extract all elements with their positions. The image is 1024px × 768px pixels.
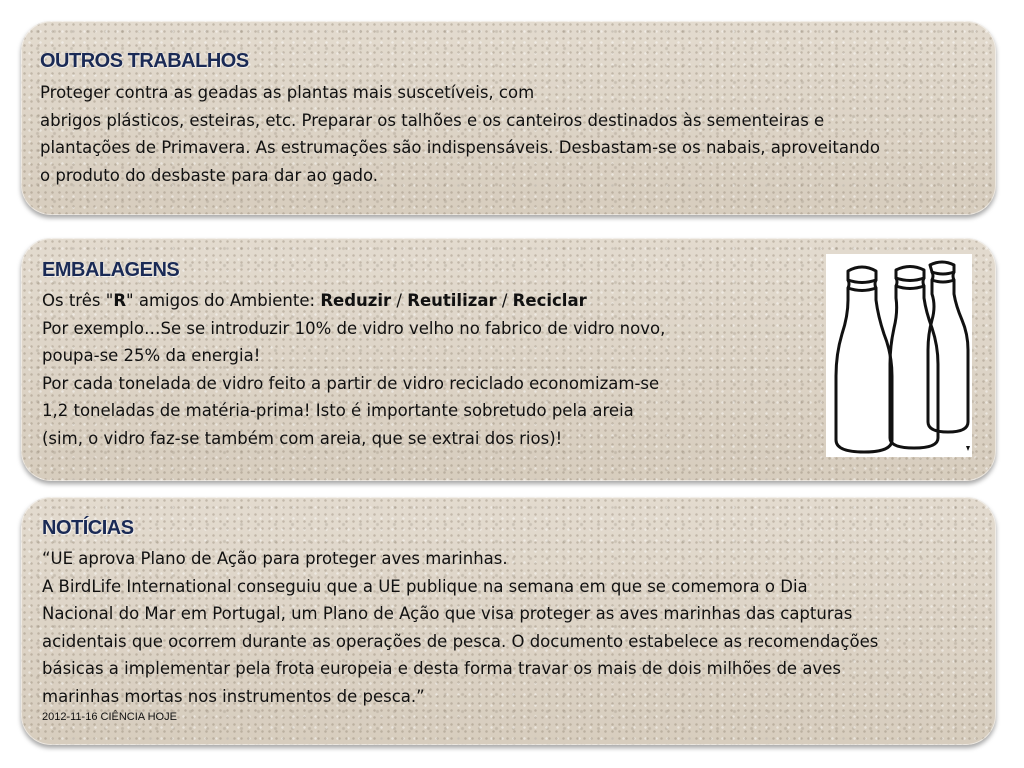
text-fragment: " amigos do Ambiente: [126,291,321,310]
text-line: básicas a implementar pela frota europeia e desta forma travar os mais de dois milhões de aves [42,659,841,678]
embalagens-text [42,287,665,452]
reutilizar-label: Reutilizar [407,291,497,310]
mark-icon [966,446,970,451]
r-letter: R [113,291,127,310]
embalagens-heading: EMBALAGENS [42,259,180,281]
text-line: Proteger contra as geadas as plantas mais suscetíveis, com [40,83,535,102]
text-line: o produto do desbaste para dar ao gado. [40,165,379,185]
outros-trabalhos-heading: OUTROS TRABALHOS [40,50,249,72]
text-line: poupa-se 25% da energia! [42,346,261,365]
text-line: plantações de Primavera. As estrumações são indispensáveis. Desbastam-se os nabais, aproveitando [40,138,881,157]
three-r-line [42,287,665,315]
text-line: acidentais que ocorrem durante as operações de pesca. O documento estabelece as recomendações [42,631,879,651]
outros-trabalhos-panel [21,21,996,215]
text-line: “UE aprova Plano de Ação para proteger aves marinhas. [42,549,508,568]
outros-trabalhos-text [40,79,880,189]
reduzir-label: Reduzir [320,291,392,310]
text-line: abrigos plásticos, esteiras, etc. Preparar os talhões e os canteiros destinados às sementeiras e [40,110,825,130]
news-source: 2012-11-16 CIÊNCIA HOJE [42,711,177,723]
text-line: marinhas mortas nos instrumentos de pesca.” [42,686,425,706]
text-line: Por cada tonelada de vidro feito a partir de vidro reciclado economizam-se [42,373,660,393]
guide-line [0,228,1024,229]
embalagens-panel [21,238,996,481]
text-line: Nacional do Mar em Portugal, um Plano de Ação que visa proteger as aves marinhas das capturas [42,604,853,623]
separator: / [496,291,513,310]
bottles-icon [826,254,972,457]
noticias-heading: NOTÍCIAS [42,517,134,539]
text-line: 1,2 toneladas de matéria-prima! Isto é importante sobretudo pela areia [42,401,634,420]
glass-bottles-illustration [826,254,972,457]
text-fragment: Os três " [42,291,114,310]
text-line: A BirdLife International conseguiu que a UE publique na semana em que se comemora o Dia [42,576,808,596]
noticias-text [42,545,878,710]
reciclar-label: Reciclar [512,291,587,310]
text-line: (sim, o vidro faz-se também com areia, que se extrai dos rios)! [42,428,563,448]
separator: / [391,291,408,310]
noticias-panel [21,497,996,745]
text-line: Por exemplo…Se se introduzir 10% de vidro velho no fabrico de vidro novo, [42,318,666,338]
